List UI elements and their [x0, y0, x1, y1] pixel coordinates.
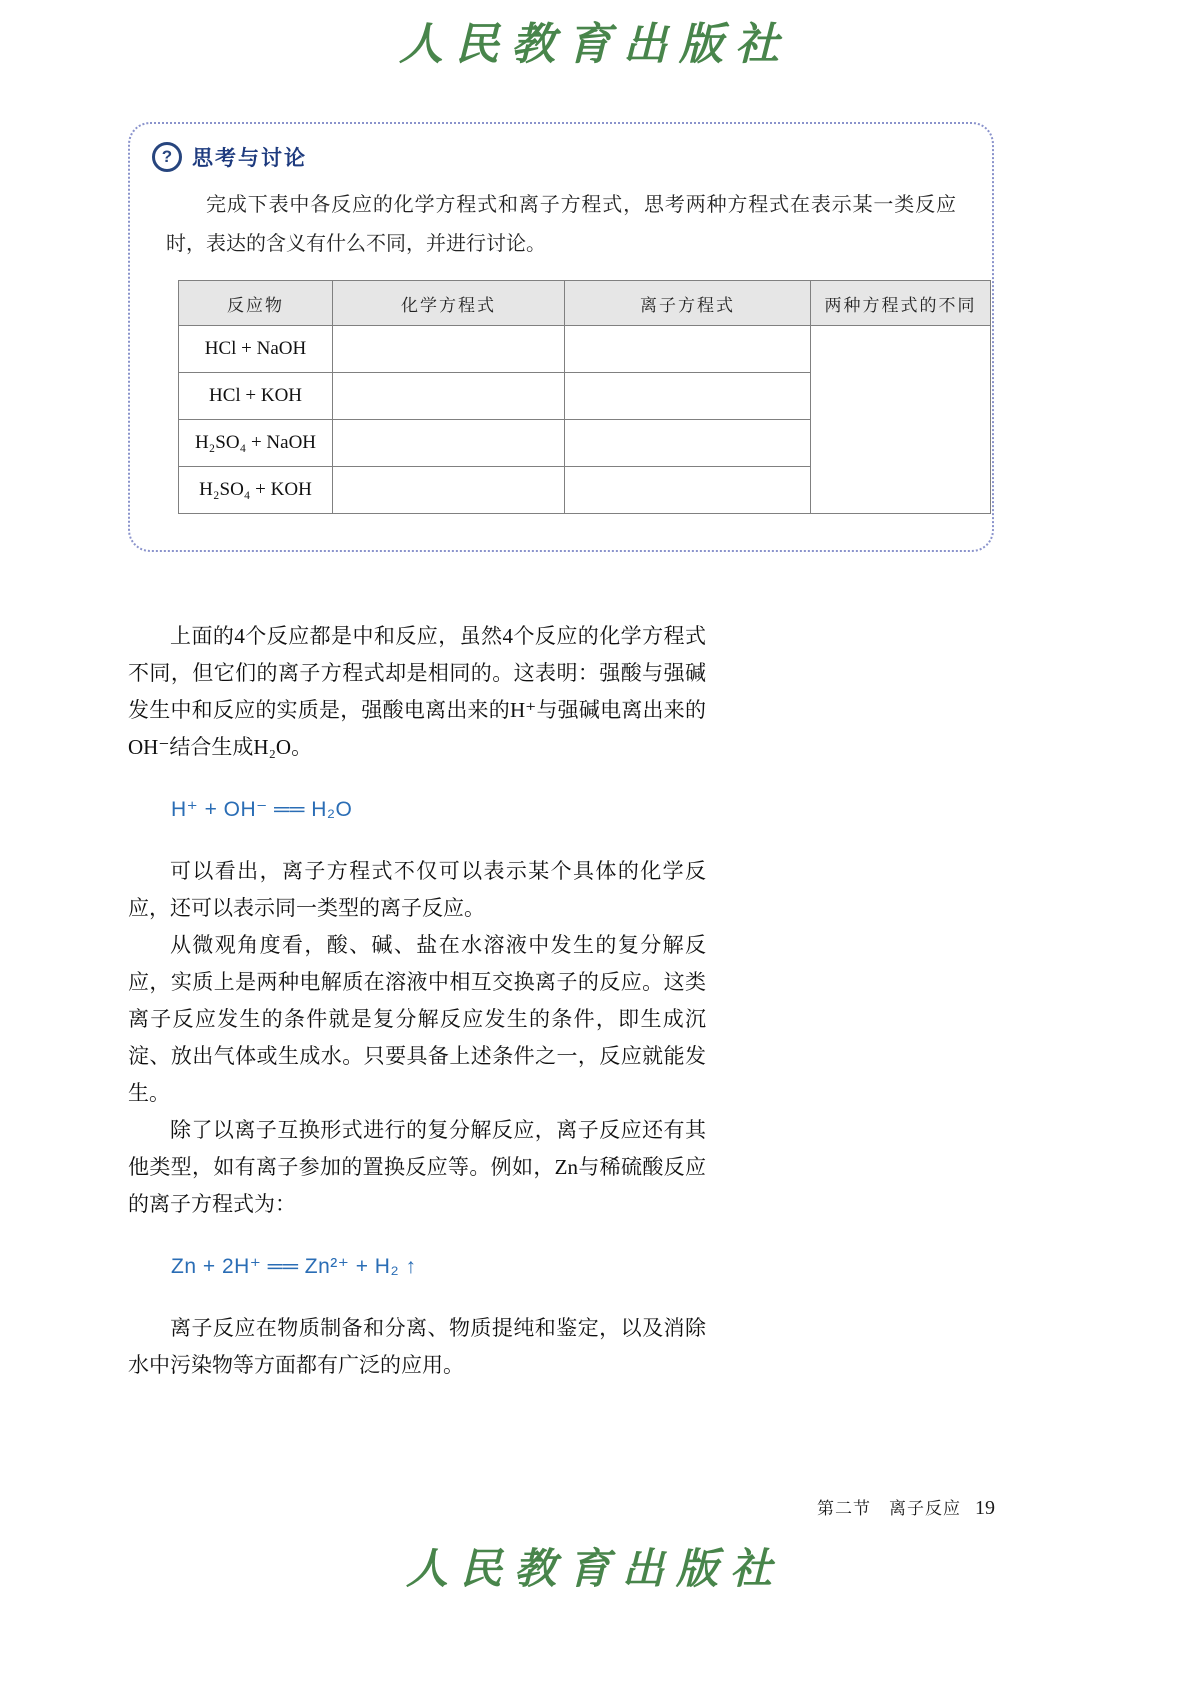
table-header-row [179, 281, 991, 326]
box-title: 思考与讨论 [192, 147, 307, 170]
table-header-reactant: 反应物 [179, 281, 333, 326]
table-cell-chemical-equation-blank [333, 420, 565, 467]
publisher-watermark-bottom: 人民教育出版社 [405, 1544, 784, 1593]
table-cell-reactant: HCl + NaOH [179, 326, 333, 373]
table-cell-chemical-equation-blank [333, 326, 565, 373]
page-footer [817, 1494, 995, 1520]
body-content [128, 618, 706, 1384]
reactions-table [178, 280, 991, 514]
footer-section-title: 第二节 离子反应 [817, 1499, 961, 1518]
publisher-watermark-top: 人民教育出版社 [399, 19, 791, 70]
table-cell-difference-blank [811, 326, 991, 514]
box-intro-text: 完成下表中各反应的化学方程式和离子方程式，思考两种方程式在表示某一类反应时，表达的含义有什么不同，并进行讨论。 [166, 194, 956, 255]
think-discuss-box [128, 122, 994, 552]
table-cell-reactant: H₂SO₄ + KOH [179, 467, 333, 514]
paragraph-5: 离子反应在物质制备和分离、物质提纯和鉴定，以及消除水中污染物等方面都有广泛的应用。 [128, 1316, 706, 1377]
paragraph-2: 可以看出，离子方程式不仅可以表示某个具体的化学反应，还可以表示同一类型的离子反应。 [128, 859, 706, 920]
paragraph-3: 从微观角度看，酸、碱、盐在水溶液中发生的复分解反应，实质上是两种电解质在溶液中相互交换离子的反应。这类离子反应发生的条件就是复分解反应发生的条件，即生成沉淀、放出气体或生成水。只要具备上述条件之一，反应就能发生。 [128, 933, 706, 1105]
table-header-chemical-equation: 化学方程式 [333, 281, 565, 326]
table-cell-reactant: HCl + KOH [179, 373, 333, 420]
table-header-difference: 两种方程式的不同 [811, 281, 991, 326]
table-cell-ionic-equation-blank [565, 420, 811, 467]
question-icon: ? [152, 142, 182, 172]
table-row [179, 326, 991, 373]
footer-page-number: 19 [975, 1497, 995, 1519]
table-header-ionic-equation: 离子方程式 [565, 281, 811, 326]
table-cell-ionic-equation-blank [565, 373, 811, 420]
paragraph-4: 除了以离子互换形式进行的复分解反应，离子反应还有其他类型，如有离子参加的置换反应等。例如，Zn与稀硫酸反应的离子方程式为： [128, 1118, 706, 1216]
ionic-equation-zinc-acid: Zn + 2H⁺ ══ Zn²⁺ + H₂ ↑ [171, 1255, 417, 1278]
ionic-equation-neutralization: H⁺ + OH⁻ ══ H₂O [171, 798, 353, 821]
table-cell-chemical-equation-blank [333, 467, 565, 514]
table-cell-ionic-equation-blank [565, 467, 811, 514]
box-header [152, 142, 964, 172]
table-cell-reactant: H₂SO₄ + NaOH [179, 420, 333, 467]
table-cell-ionic-equation-blank [565, 326, 811, 373]
table-cell-chemical-equation-blank [333, 373, 565, 420]
paragraph-1: 上面的4个反应都是中和反应，虽然4个反应的化学方程式不同，但它们的离子方程式却是相同的。这表明：强酸与强碱发生中和反应的实质是，强酸电离出来的H⁺与强碱电离出来的OH⁻结合生成H₂O。 [128, 624, 706, 759]
